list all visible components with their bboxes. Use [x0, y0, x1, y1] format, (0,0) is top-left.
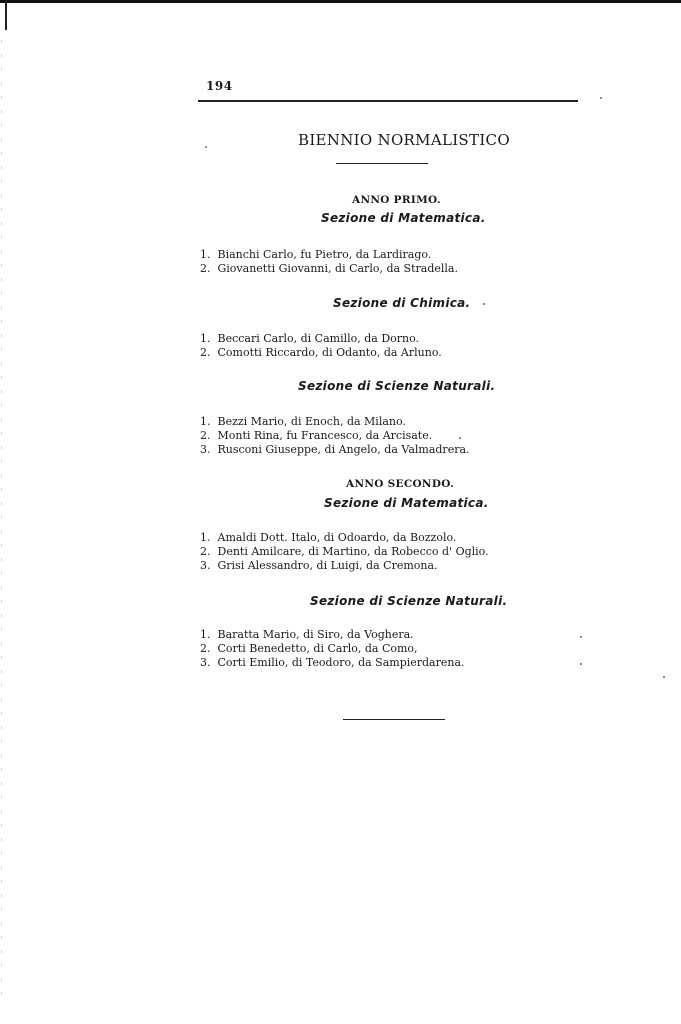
- item-number: 2.: [200, 262, 211, 275]
- item-number: 2.: [200, 346, 211, 359]
- year-heading-secondo: ANNO SECONDO.: [346, 478, 455, 490]
- item-number: 1.: [200, 415, 211, 428]
- item-number: 2.: [200, 642, 211, 655]
- section-heading-scienze-naturali-1: Sezione di Scienze Naturali.: [298, 379, 496, 393]
- item-number: 1.: [200, 531, 211, 544]
- scan-speck: [483, 303, 485, 305]
- item-number: 2.: [200, 545, 211, 558]
- scan-speck: [600, 97, 602, 99]
- item-text: Grisi Alessandro, di Luigi, da Cremona.: [217, 559, 438, 572]
- scan-speck: [580, 663, 582, 665]
- scan-speck: [663, 676, 665, 678]
- item-number: 2.: [200, 429, 211, 442]
- scan-speck: [205, 146, 207, 148]
- item-number: 3.: [200, 656, 211, 669]
- item-text: Corti Emilio, di Teodoro, da Sampierdarena.: [217, 656, 465, 669]
- top-border-rule: [0, 0, 681, 3]
- list-item: [200, 531, 456, 545]
- list-item: [200, 248, 431, 262]
- left-border-mark: [5, 0, 7, 30]
- list-item: [200, 332, 419, 346]
- item-number: 1.: [200, 248, 211, 261]
- item-number: 3.: [200, 559, 211, 572]
- section-heading-matematica-2: Sezione di Matematica.: [324, 496, 489, 510]
- section-heading-matematica-1: Sezione di Matematica.: [321, 211, 486, 225]
- list-item: [200, 642, 418, 656]
- list-item: [200, 346, 442, 360]
- item-text: Rusconi Giuseppe, di Angelo, da Valmadrera.: [217, 443, 470, 456]
- scan-speck: [580, 636, 582, 638]
- end-rule: [343, 719, 445, 720]
- list-item: [200, 628, 414, 642]
- header-rule: [198, 100, 578, 102]
- item-text: Baratta Mario, di Siro, da Voghera.: [217, 628, 414, 641]
- page-number: 194: [206, 79, 233, 93]
- item-text: Bianchi Carlo, fu Pietro, da Lardirago.: [217, 248, 432, 261]
- item-text: Corti Benedetto, di Carlo, da Como,: [217, 642, 418, 655]
- item-text: Bezzi Mario, di Enoch, da Milano.: [217, 415, 406, 428]
- list-item: [200, 656, 465, 670]
- list-item: [200, 262, 458, 276]
- item-number: 3.: [200, 443, 211, 456]
- item-text: Denti Amilcare, di Martino, da Robecco d' Oglio.: [217, 545, 489, 558]
- list-item: [200, 429, 432, 443]
- section-heading-scienze-naturali-2: Sezione di Scienze Naturali.: [310, 594, 508, 608]
- list-item: [200, 559, 438, 573]
- scan-speck: [459, 437, 461, 439]
- title-rule: [336, 163, 428, 164]
- page-title: BIENNIO NORMALISTICO: [298, 131, 510, 149]
- item-text: Giovanetti Giovanni, di Carlo, da Stradella.: [217, 262, 458, 275]
- item-text: Beccari Carlo, di Camillo, da Dorno.: [217, 332, 420, 345]
- list-item: [200, 443, 470, 457]
- section-heading-chimica-1: Sezione di Chimica.: [333, 296, 471, 310]
- scan-edge-speckle: [1, 40, 2, 1000]
- item-text: Monti Rina, fu Francesco, da Arcisate.: [217, 429, 433, 442]
- item-text: Comotti Riccardo, di Odanto, da Arluno.: [217, 346, 442, 359]
- year-heading-primo: ANNO PRIMO.: [352, 194, 441, 206]
- list-item: [200, 415, 406, 429]
- list-item: [200, 545, 489, 559]
- item-number: 1.: [200, 332, 211, 345]
- item-text: Amaldi Dott. Italo, di Odoardo, da Bozzolo.: [217, 531, 457, 544]
- item-number: 1.: [200, 628, 211, 641]
